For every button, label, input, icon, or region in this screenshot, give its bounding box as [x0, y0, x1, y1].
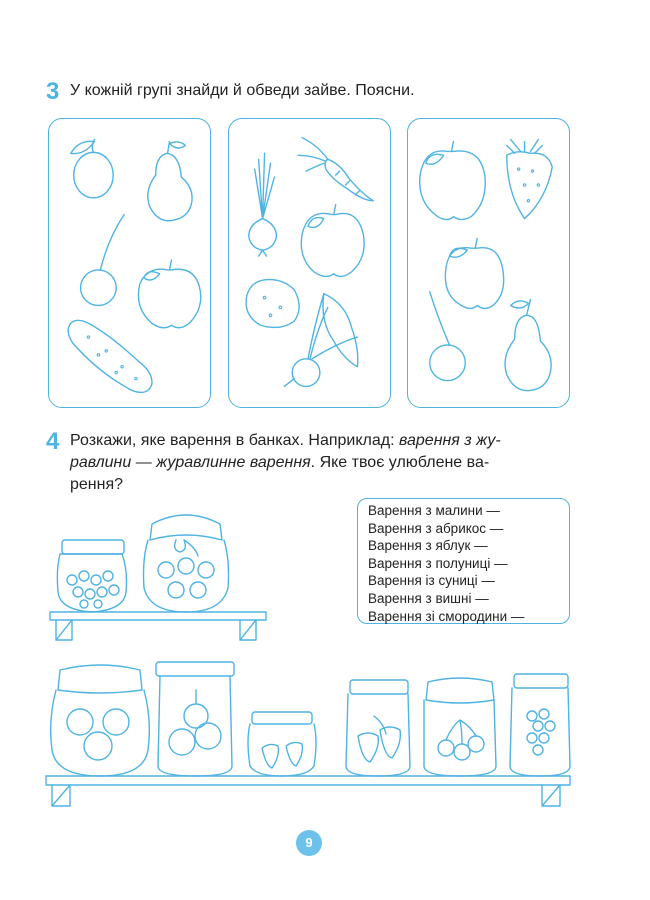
- jam-list-item: Варення з яблук —: [368, 538, 488, 554]
- pear-icon: [505, 300, 551, 391]
- cucumber-icon: [68, 320, 152, 392]
- task-4-number: 4: [46, 428, 60, 455]
- lower-shelf: [46, 776, 570, 806]
- page-number: 9: [296, 830, 322, 856]
- grape-jam-jar: [510, 674, 570, 776]
- jam-list-item: Варення з абрикос —: [368, 520, 504, 536]
- cherry-icon: [81, 215, 124, 306]
- plum-icon: [71, 140, 113, 198]
- raspberry-jam-jar: [144, 515, 229, 612]
- apple-icon: [138, 260, 200, 328]
- apple-icon: [301, 205, 364, 277]
- task-3-instruction: У кожній групі знайди й обведи зайве. Поясни.: [70, 82, 415, 99]
- task-4-line-2: [70, 452, 580, 474]
- pear-icon: [148, 142, 192, 221]
- jam-shelves-illustration: [0, 500, 650, 830]
- jam-list-item: Варення зі смородини —: [368, 608, 525, 624]
- jam-list-item: Варення з вишні —: [368, 590, 489, 606]
- cherry-jam-jar: [424, 678, 496, 776]
- jam-list-item: Варення із суниці —: [368, 573, 495, 589]
- wild-strawberry-jam-jar: [346, 680, 410, 776]
- group-2-box[interactable]: [228, 118, 391, 408]
- beet-icon: [284, 294, 357, 387]
- carrot-icon: [298, 138, 373, 201]
- task-3-number: 3: [46, 78, 60, 105]
- currant-jam-jar: [57, 540, 126, 612]
- task-4-line-2-text: . Яке твоє улюблене ва-: [310, 454, 490, 471]
- apple-icon: [445, 238, 503, 308]
- group-3-box[interactable]: [407, 118, 570, 408]
- group-1-box[interactable]: [48, 118, 211, 408]
- jam-list-item: Варення з малини —: [368, 503, 500, 518]
- jam-list-item: Варення з полуниці —: [368, 555, 508, 571]
- apple-jam-jar: [156, 662, 234, 776]
- onion-icon: [249, 153, 277, 256]
- task-4-line-1-text: Розкажи, яке варення в банках. Наприклад:: [70, 432, 399, 449]
- task-4-line-1: [70, 430, 580, 452]
- task-4-line-2-example: равлини — журавлинне варення: [70, 454, 311, 471]
- apricot-jam-jar: [51, 665, 150, 776]
- potato-icon: [246, 280, 299, 328]
- apple-icon: [420, 142, 486, 220]
- task-4-line-1-example: варення з жу-: [399, 432, 501, 449]
- strawberry-jam-jar: [248, 712, 316, 776]
- task-4-instruction: [70, 430, 580, 496]
- strawberry-icon: [507, 140, 552, 219]
- upper-shelf: [50, 612, 266, 640]
- task-4-line-3: рення?: [70, 476, 124, 493]
